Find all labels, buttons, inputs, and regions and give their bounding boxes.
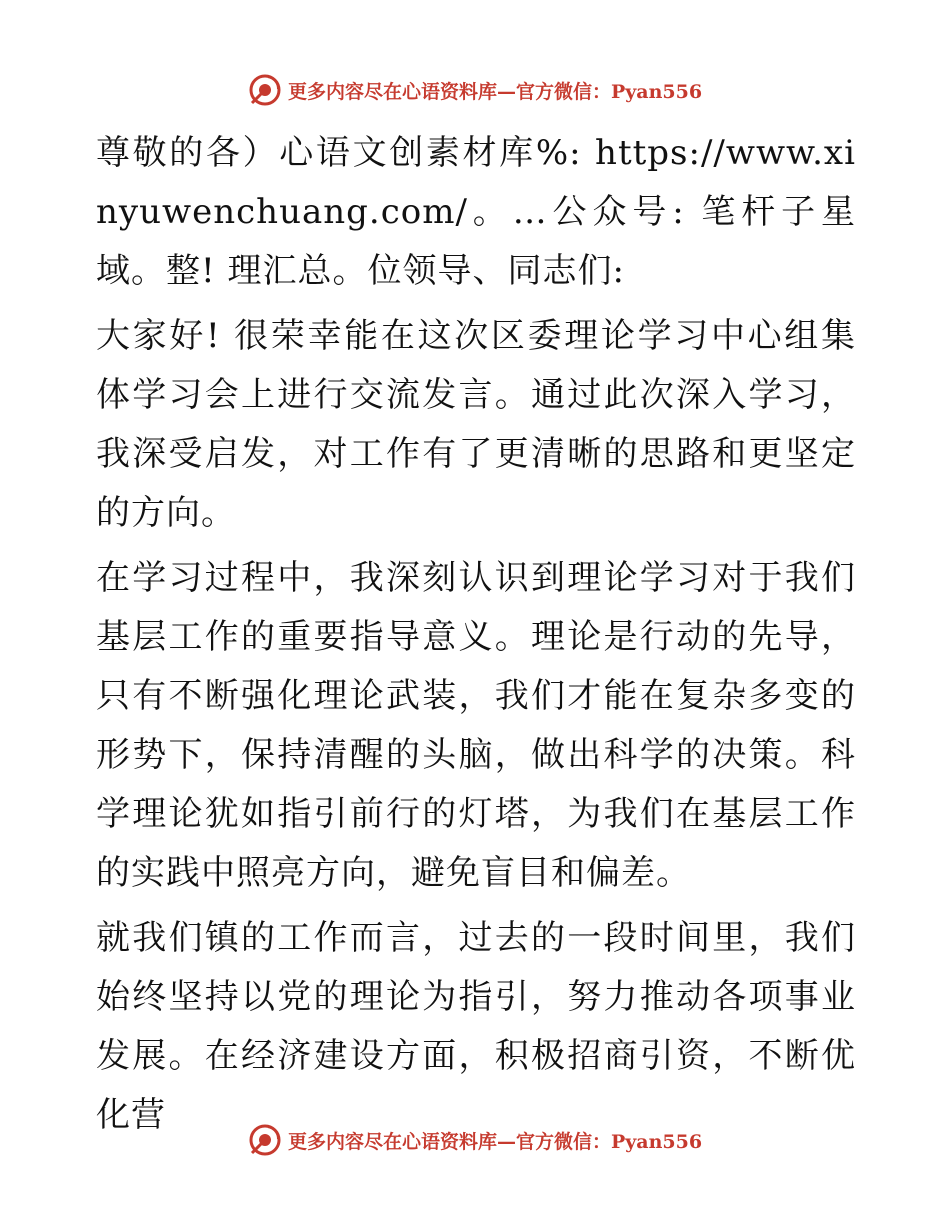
header-watermark-text: 更多内容尽在心语资料库—官方微信：Pyan556 xyxy=(287,80,703,103)
paragraph-town-work: 就我们镇的工作而言，过去的一段时间里，我们始终坚持以党的理论为指引，努力推动各项事业发展。在经济建设方面，积极招商引资，不断优化营 xyxy=(96,918,856,1135)
paragraph-salutation: 尊敬的各）心语文创素材库%: https://www.xinyuwenchuang.com/。…公众号: 笔杆子星域。整! 理汇总。位领导、同志们: xyxy=(96,133,856,291)
footer-watermark-text: 更多内容尽在心语资料库—官方微信：Pyan556 xyxy=(287,1130,703,1153)
paragraph-greeting: 大家好! 很荣幸能在这次区委理论学习中心组集体学习会上进行交流发言。通过此次深入学习，我深受启发，对工作有了更清晰的思路和更坚定的方向。 xyxy=(96,316,856,533)
document-body xyxy=(96,124,856,1151)
header-watermark-banner xyxy=(0,70,950,110)
paragraph-theory-learning: 在学习过程中，我深刻认识到理论学习对于我们基层工作的重要指导意义。理论是行动的先导，只有不断强化理论武装，我们才能在复杂多变的形势下，保持清醒的头脑，做出科学的决策。科学理论犹如指引前行的灯塔，为我们在基层工作的实践中照亮方向，避免盲目和偏差。 xyxy=(96,558,856,893)
footer-watermark-banner xyxy=(0,1120,950,1160)
xinyu-logo-icon xyxy=(248,1123,282,1157)
xinyu-logo-icon xyxy=(248,73,282,107)
